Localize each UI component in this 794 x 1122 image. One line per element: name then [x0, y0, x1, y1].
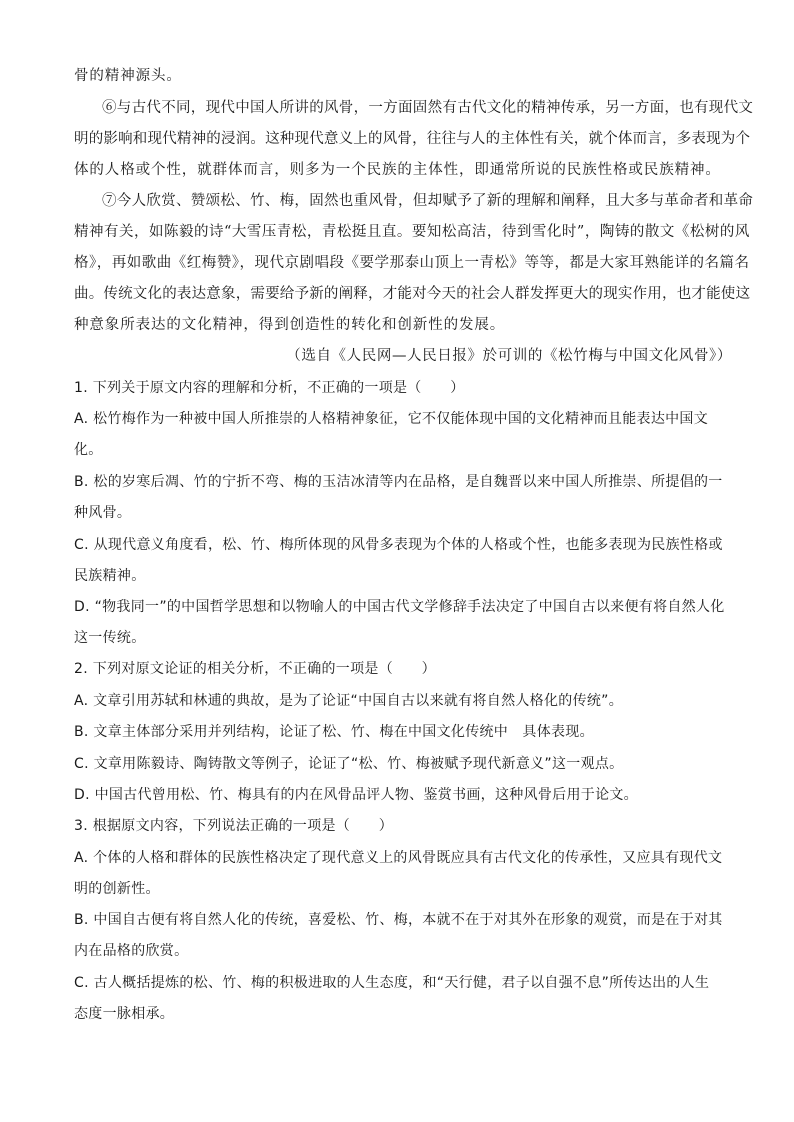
paragraph-7-line: 曲。传统文化的表达意象，需要给予新的阐释，才能对今天的社会人群发挥更大的现实作用，也才能使这	[74, 286, 751, 302]
question-2-stem: 2. 下列对原文论证的相关分析，不正确的一项是（ ）	[74, 661, 436, 677]
question-3-option-c-cont: 态度一脉相承。	[74, 1006, 175, 1022]
question-1-option-c: C. 从现代意义角度看，松、竹、梅所体现的风骨多表现为个体的人格或个性，也能多表现为民族性格或	[74, 537, 723, 553]
question-1-option-d-cont: 这一传统。	[74, 630, 146, 646]
question-2-option-a: A. 文章引用苏轼和林逋的典故，是为了论证“中国自古以来就有将自然人格化的传统”。	[74, 693, 624, 709]
question-3-option-a-cont: 明的创新性。	[74, 881, 160, 897]
question-3-option-b-cont: 内在品格的欣赏。	[74, 943, 189, 959]
question-2-option-b: B. 文章主体部分采用并列结构，论证了松、竹、梅在中国文化传统中 具体表现。	[74, 724, 594, 740]
question-2-option-d: D. 中国古代曾用松、竹、梅具有的内在风骨品评人物、鉴赏书画，这种风骨后用于论文。	[74, 787, 638, 803]
question-2-option-c: C. 文章用陈毅诗、陶铸散文等例子，论证了“松、竹、梅被赋予现代新意义”这一观点。	[74, 756, 624, 772]
paragraph-6-line: ⑥与古代不同，现代中国人所讲的风骨，一方面固然有古代文化的精神传承，另一方面，也有现代文	[102, 100, 754, 116]
paragraph-7-line: 格》，再如歌曲《红梅赞》，现代京剧唱段《要学那泰山顶上一青松》等等，都是大家耳熟能详的名篇名	[74, 255, 750, 271]
question-1-option-b: B. 松的岁寒后凋、竹的宁折不弯、梅的玉洁冰清等内在品格，是自魏晋以来中国人所推崇、所提倡的一	[74, 474, 723, 490]
question-3-option-b: B. 中国自古便有将自然人化的传统，喜爱松、竹、梅，本就不在于对其外在形象的观赏，而是在于对其	[74, 912, 723, 928]
article-source: （选自《人民网—人民日报》於可训的《松竹梅与中国文化风骨》）	[286, 348, 732, 364]
paragraph-7-line: 精神有关，如陈毅的诗“大雪压青松，青松挺且直。要知松高洁，待到雪化时”，陶铸的散文《松树的风	[74, 224, 750, 240]
question-3-option-c: C. 古人概括提炼的松、竹、梅的积极进取的人生态度，和“天行健，君子以自强不息”所传达出的人生	[74, 975, 710, 991]
question-3-stem: 3. 根据原文内容，下列说法正确的一项是（ ）	[74, 818, 394, 834]
question-3-option-a: A. 个体的人格和群体的民族性格决定了现代意义上的风骨既应具有古代文化的传承性，又应具有现代文	[74, 850, 723, 866]
question-1-option-d: D. “物我同一”的中国哲学思想和以物喻人的中国古代文学修辞手法决定了中国自古以来便有将自然人化	[74, 599, 725, 615]
paragraph-6-line: 体的人格或个性，就群体而言，则多为一个民族的主体性，即通常所说的民族性格或民族精神。	[74, 162, 721, 178]
question-1-option-a-cont: 化。	[74, 442, 103, 458]
question-1-option-b-cont: 种风骨。	[74, 505, 132, 521]
paragraph-7-line: ⑦今人欣赏、赞颂松、竹、梅，固然也重风骨，但却赋予了新的理解和阐释，且大多与革命者和革命	[102, 193, 754, 209]
paragraph-7-line: 种意象所表达的文化精神，得到创造性的转化和创新性的发展。	[74, 317, 506, 333]
question-1-stem: 1. 下列关于原文内容的理解和分析，不正确的一项是（ ）	[74, 380, 465, 396]
paragraph-5-end: 骨的精神源头。	[74, 68, 182, 84]
paragraph-6-line: 明的影响和现代精神的浸润。这种现代意义上的风骨，往往与人的主体性有关，就个体而言，多表现为个	[74, 131, 751, 147]
question-1-option-a: A. 松竹梅作为一种被中国人所推崇的人格精神象征，它不仅能体现中国的文化精神而且能表达中国文	[74, 411, 709, 427]
question-1-option-c-cont: 民族精神。	[74, 568, 146, 584]
